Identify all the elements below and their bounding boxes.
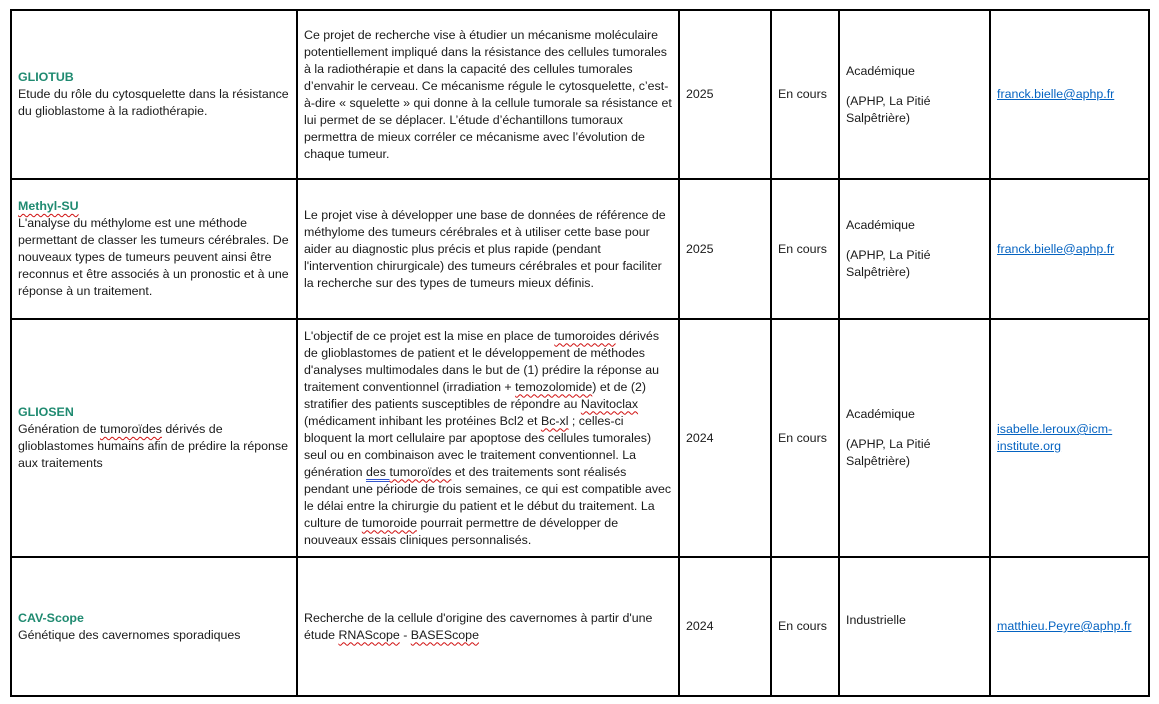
text-part: ; celles-ci bloquent la mort cellulaire par apoptose des cellules tumorales) seul ou en combinaison avec le traitement conventionnel. La génération bbox=[304, 413, 652, 479]
project-cell bbox=[11, 179, 297, 319]
contact-email-link[interactable]: matthieu.Peyre@aphp.fr bbox=[997, 619, 1132, 633]
project-status: En cours bbox=[771, 10, 839, 179]
partner-type: Académique bbox=[846, 63, 915, 78]
table-row bbox=[11, 179, 1149, 319]
partner-org: (APHP, La Pitié Salpêtrière) bbox=[846, 437, 931, 468]
text-part: dérivés de glioblastomes humains afin de prédire la réponse aux traitements bbox=[18, 422, 288, 470]
project-description: Le projet vise à développer une base de données de référence de méthylome des tumeurs cérébrales et à utiliser cette base pour aider au diagnostic plus précis et plus rapide (pendant l'intervention chirurgicale) des tumeurs cérébrales et pour faciliter la recherche sur des types de tumeurs mieux définis. bbox=[297, 179, 679, 319]
project-acronym: CAV-Scope bbox=[18, 610, 84, 625]
project-description: Ce projet de recherche vise à étudier un mécanisme moléculaire potentiellement impliqué dans la résistance des cellules tumorales à la radiothérapie et dans la capacité des cellules tumorales d’envahir le cerveau. Ce mécanisme régule le cytosquelette, c’est-à-dire « squelette » qui donne à la cellule tumorale sa résistance et lui permet de se déplacer. L’étude d’échantillons tumoraux permettra de mieux corréler ce mécanisme avec l’évolution de chaque tumeur. bbox=[297, 10, 679, 179]
table-row bbox=[11, 319, 1149, 557]
table-row bbox=[11, 10, 1149, 179]
project-subtitle bbox=[18, 422, 288, 470]
partner-org: (APHP, La Pitié Salpêtrière) bbox=[846, 248, 931, 279]
project-year: 2025 bbox=[679, 179, 771, 319]
partner-type: Industrielle bbox=[846, 612, 906, 627]
partner-cell bbox=[839, 319, 990, 557]
text-part-flagged: tumoroïdes bbox=[99, 422, 162, 436]
text-part-flagged: BASEScope bbox=[410, 627, 479, 642]
contact-cell bbox=[990, 10, 1149, 179]
text-part-flagged: tumoroïdes bbox=[389, 464, 452, 479]
partner-org: (APHP, La Pitié Salpêtrière) bbox=[846, 93, 931, 125]
text-part: (médicament inhibant les protéines Bcl2 et bbox=[304, 413, 541, 428]
text-part-flagged: Navitoclax bbox=[580, 396, 639, 411]
project-subtitle: Génétique des cavernomes sporadiques bbox=[18, 627, 241, 642]
text-part: - bbox=[399, 627, 411, 642]
project-acronym-text: Methyl-SU bbox=[18, 199, 79, 213]
project-year: 2025 bbox=[679, 10, 771, 179]
contact-cell bbox=[990, 557, 1149, 696]
project-acronym bbox=[18, 198, 290, 215]
text-part: dérivés de glioblastomes de patient et le développement de méthodes d'analyses multimodales dans le but de (1) prédire la réponse au traitement conventionnel (irradiation + bbox=[304, 328, 660, 394]
text-part: ) et de (2) stratifier des patients susceptibles de répondre au bbox=[304, 379, 646, 411]
project-cell bbox=[11, 557, 297, 696]
project-year: 2024 bbox=[679, 557, 771, 696]
partner-cell bbox=[839, 10, 990, 179]
project-description bbox=[297, 557, 679, 696]
text-part: et des traitements sont réalisés pendant une période de trois semaines, ce qui est compatible avec le délai entre la chirurgie du patient et le début du traitement. La culture de bbox=[304, 464, 672, 530]
project-cell bbox=[11, 10, 297, 179]
text-part: pourrait permettre de développer de nouveaux essais cliniques personnalisés. bbox=[304, 515, 619, 547]
partner-cell bbox=[839, 557, 990, 696]
contact-email-link[interactable]: franck.bielle@aphp.fr bbox=[997, 87, 1115, 101]
table-row bbox=[11, 557, 1149, 696]
text-part-flagged: temozolomide bbox=[515, 379, 593, 394]
contact-email-link[interactable]: franck.bielle@aphp.fr bbox=[997, 241, 1115, 256]
project-description bbox=[297, 319, 679, 557]
text-part-flagged: tumoroide bbox=[361, 515, 417, 530]
text-part-flagged: tumoroides bbox=[554, 328, 616, 343]
project-status: En cours bbox=[771, 557, 839, 696]
contact-cell bbox=[990, 179, 1149, 319]
contact-email-link[interactable]: isabelle.leroux@icm-institute.org bbox=[997, 422, 1113, 453]
project-status: En cours bbox=[771, 319, 839, 557]
project-acronym: GLIOSEN bbox=[18, 405, 74, 419]
partner-type: Académique bbox=[846, 218, 915, 232]
partner-cell bbox=[839, 179, 990, 319]
text-part-grammar: des bbox=[366, 464, 390, 479]
text-part-flagged: Bc-xl bbox=[540, 413, 569, 428]
project-acronym: GLIOTUB bbox=[18, 70, 74, 84]
project-subtitle: Etude du rôle du cytosquelette dans la résistance du glioblastome à la radiothérapie. bbox=[18, 87, 289, 118]
contact-cell bbox=[990, 319, 1149, 557]
partner-type: Académique bbox=[846, 407, 915, 421]
project-subtitle: L'analyse du méthylome est une méthode permettant de classer les tumeurs cérébrales. De nouveaux types de tumeurs peuvent ainsi être reconnus et être associés à un pronostic et à une réponse à un traitement. bbox=[18, 216, 289, 298]
text-part-flagged: RNAScope bbox=[338, 627, 400, 642]
text-part: Génération de bbox=[18, 422, 100, 436]
project-cell bbox=[11, 319, 297, 557]
text-part: Recherche de la cellule d'origine des cavernomes à partir d'une étude bbox=[304, 610, 653, 642]
projects-table bbox=[10, 9, 1150, 697]
project-status: En cours bbox=[771, 179, 839, 319]
text-part: L'objectif de ce projet est la mise en place de bbox=[304, 328, 555, 343]
project-year: 2024 bbox=[679, 319, 771, 557]
